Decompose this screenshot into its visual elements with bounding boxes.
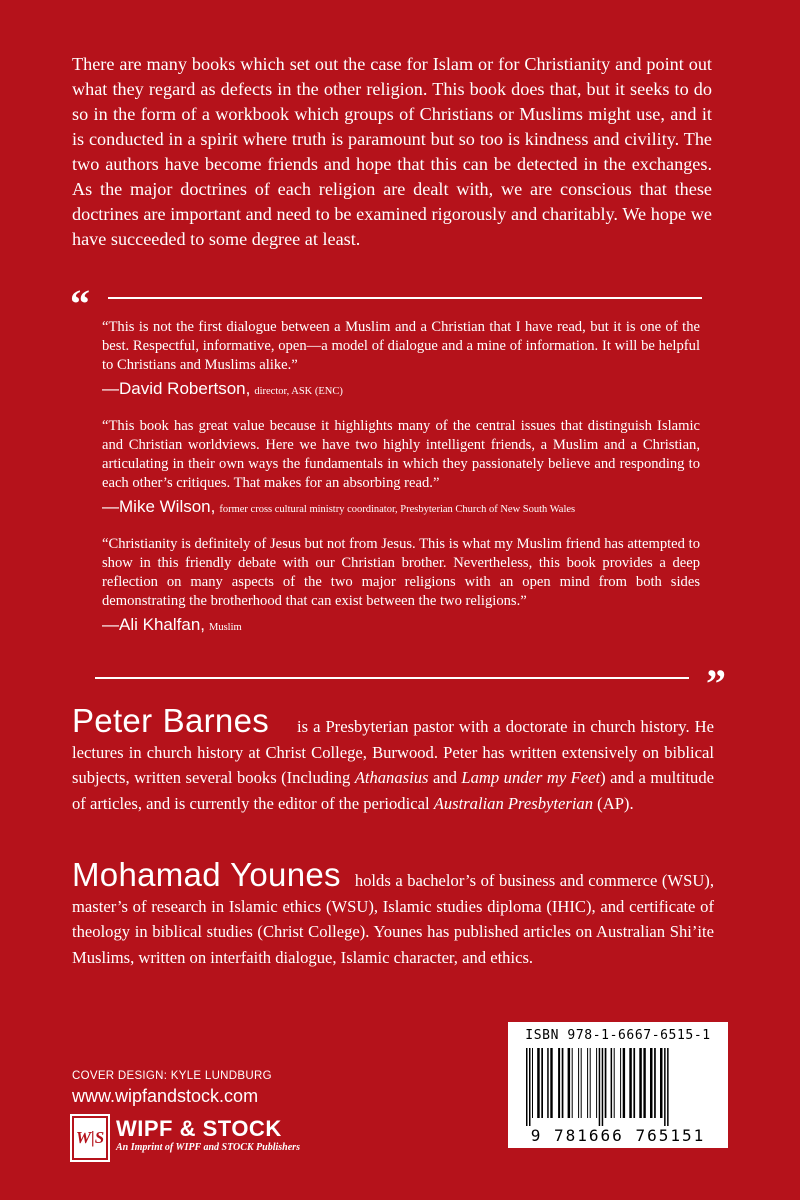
barcode-bar: [614, 1048, 615, 1118]
divider-top: [108, 297, 702, 299]
barcode-bar: [643, 1048, 645, 1118]
cover-design-credit: COVER DESIGN: KYLE LUNDBURG: [72, 1070, 272, 1082]
ws-logo-icon: W|S: [72, 1116, 108, 1160]
barcode-digits: 9 781666 765151: [530, 1126, 706, 1145]
barcode-bar: [581, 1048, 582, 1118]
barcode-bar: [572, 1048, 573, 1118]
barcode-guard-bar: [599, 1048, 601, 1126]
barcode-bar: [537, 1048, 540, 1118]
endorser-role: Muslim: [209, 622, 242, 633]
bio-text: ) and a multitude of articles, and is currently the editor of the periodical: [72, 768, 714, 813]
barcode-bar: [562, 1048, 564, 1118]
publisher-website: www.wipfandstock.com: [72, 1086, 259, 1106]
barcode-bars: [520, 1048, 716, 1126]
barcode-bar: [660, 1048, 663, 1118]
publisher-name: WIPF & STOCK: [116, 1116, 282, 1141]
endorsement-attribution: [102, 378, 700, 403]
endorsement-attribution: [102, 496, 700, 521]
endorsement-khalfan: [102, 535, 700, 639]
barcode-bar: [550, 1048, 552, 1118]
endorsement-attribution: [102, 614, 700, 639]
isbn-number: ISBN 978-1-6667-6515-1: [525, 1028, 711, 1043]
bio-text: and: [428, 768, 462, 787]
barcode-bar: [629, 1048, 632, 1118]
barcode-bar: [639, 1048, 642, 1118]
book-blurb: There are many books which set out the case for Islam or for Christianity and point out what they regard as defects in the other religion. This book does that, but it seeks to do so in the form of a workbook which groups of Christians or Muslims might use, and it is conducted in a spirit where truth is paramount but so too is kindness and civility. The two authors have become friends and hope that this can be detected in the exchanges. As the major doctrines of each religion are dealt with, we are conscious that these doctrines are important and need to be examined rigorously and charitably. We hope we have succeeded to some degree at least.: [72, 54, 712, 249]
bio-text: holds a bachelor’s of business and commerce (WSU), master’s of research in Islamic ethics (WSU), Islamic studies diploma (IHIC), and certificate of theology in biblical studies (Christ College). Younes has published articles on Australian Shi’ite Muslims, written on interfaith dialogue, Islamic character, and ethics.: [72, 871, 714, 967]
barcode-bar: [654, 1048, 656, 1118]
barcode-bar: [558, 1048, 560, 1118]
barcode-bar: [650, 1048, 653, 1118]
endorsement-text: “This book has great value because it highlights many of the central issues that distinguish Islamic and Christian worldviews. Here we have two highly intelligent friends, a Muslim and a Christian, articulating in their own ways the fundamentals in which they passionately believe and responding to each other’s critiques. That makes for an absorbing read.”: [102, 418, 700, 491]
barcode-guard-bar: [529, 1048, 531, 1126]
endorsement-text: “Christianity is definitely of Jesus but not from Jesus. This is what my Muslim friend has attempted to show in this friendly debate with our Christian brother. Nevertheless, this book provides a deep reflection on many aspects of the two major religions with an open mind from both sides demonstrating the brotherhood that can exist between the two religions.”: [102, 536, 700, 609]
barcode-guard-bar: [602, 1048, 604, 1126]
periodical-title: Australian Presbyterian: [433, 793, 594, 813]
barcode-bar: [611, 1048, 613, 1118]
barcode-guard-bar: [526, 1048, 528, 1126]
barcode-bar: [541, 1048, 543, 1118]
endorser-role: director, ASK (ENC): [254, 386, 343, 397]
barcode-bar: [633, 1048, 635, 1118]
endorser-name: —Ali Khalfan,: [102, 615, 205, 634]
barcode-bar: [547, 1048, 549, 1118]
barcode-bar: [587, 1048, 588, 1118]
barcode-guard-bar: [667, 1048, 669, 1126]
book-title: Athanasius: [354, 768, 429, 787]
bio-text: (AP).: [593, 793, 634, 813]
endorser-role: former cross cultural ministry coordinator, Presbyterian Church of New South Wales: [219, 504, 576, 515]
endorsements: [102, 318, 700, 653]
endorser-name: —Mike Wilson,: [102, 497, 216, 516]
barcode-guard-bar: [664, 1048, 666, 1126]
close-quote-mark: ”: [706, 661, 726, 706]
publisher-imprint: An Imprint of WIPF and STOCK Publishers: [116, 1142, 300, 1153]
barcode-bar: [623, 1048, 625, 1118]
endorsement-wilson: [102, 417, 700, 521]
barcode-bar: [596, 1048, 597, 1118]
barcode-bar: [605, 1048, 607, 1118]
author-name: Peter Barnes: [72, 702, 270, 739]
barcode-bar: [532, 1048, 533, 1118]
endorsement-robertson: [102, 318, 700, 403]
author-bio-younes: [72, 856, 714, 970]
divider-bottom: [95, 677, 689, 679]
barcode-bar: [578, 1048, 579, 1118]
author-name: Mohamad Younes: [72, 856, 341, 893]
barcode-bar: [620, 1048, 621, 1118]
open-quote-mark: “: [70, 281, 90, 326]
endorsement-text: “This is not the first dialogue between a Muslim and a Christian that I have read, but it is one of the best. Respectful, informative, open—a model of dialogue and a mine of information. It will be helpful to Christians and Muslims alike.”: [102, 319, 700, 373]
endorser-name: —David Robertson,: [102, 379, 251, 398]
publisher-block: [72, 1116, 362, 1160]
barcode-bar: [590, 1048, 591, 1118]
bio-text: is a Presbyterian pastor with a doctorate in church history. He lectures in church history at Christ College, Burwood. Peter has written extensively on biblical subjects, written several books (Including: [72, 717, 714, 787]
author-bio-barnes: [72, 702, 714, 816]
book-title: Lamp under my Feet: [461, 768, 601, 787]
isbn-barcode: [508, 1022, 728, 1148]
barcode-bar: [568, 1048, 571, 1118]
